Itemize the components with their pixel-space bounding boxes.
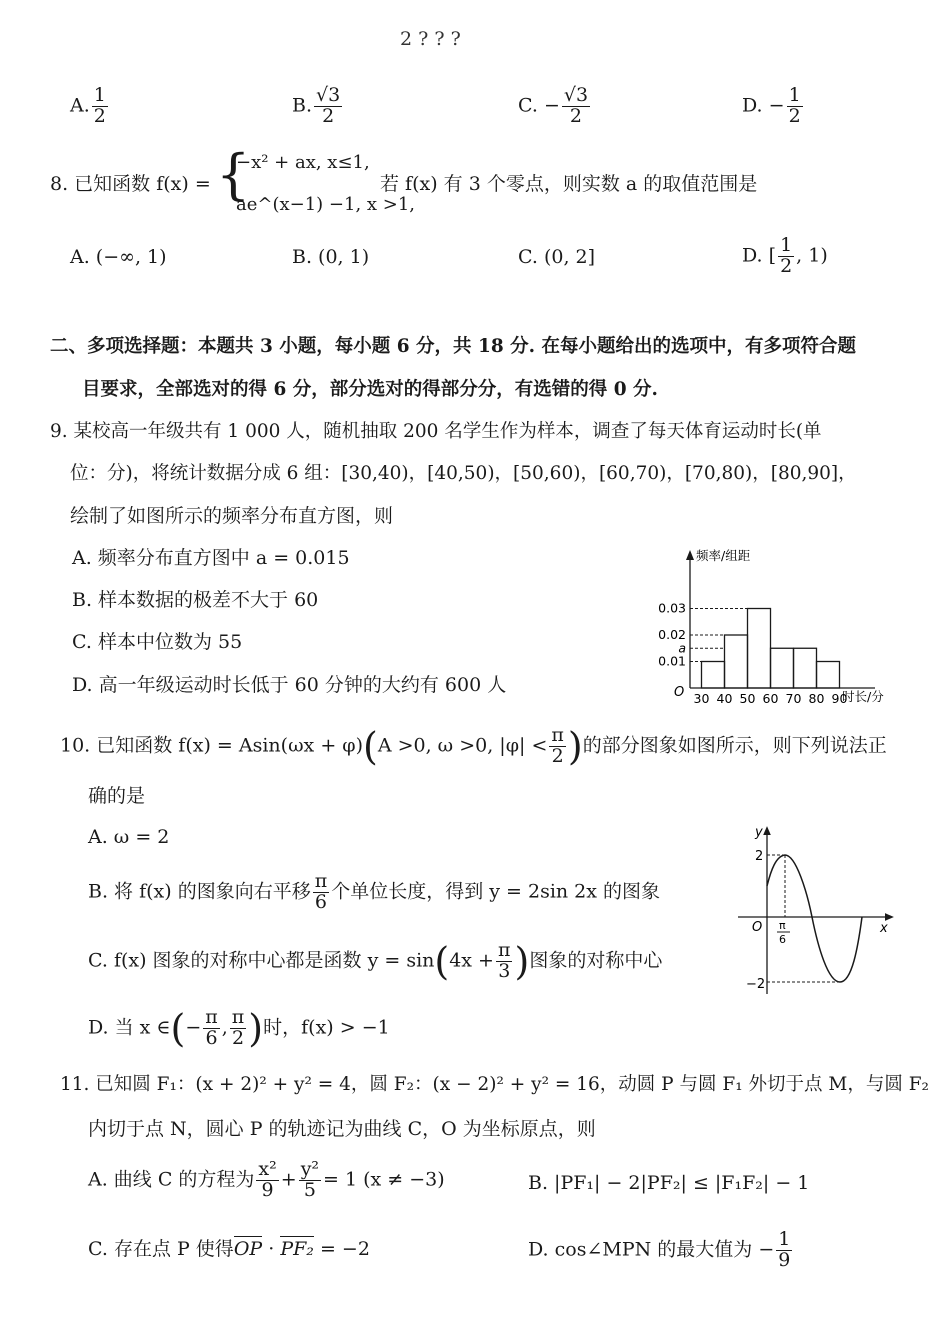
hist-x-tick-60: 60 xyxy=(762,691,779,706)
hist-bar-6 xyxy=(817,662,840,689)
q9-line1: 9. 某校高一年级共有 1 000 人，随机抽取 200 名学生作为样本，调查了每天体育运动时长(单 xyxy=(50,421,822,442)
q10-line2: 确的是 xyxy=(88,785,146,807)
q10-stem: 10. 已知函数 f(x) = Asin(ωx + φ)(A >0, ω >0, |φ| < $\frac{\pi}{2}$ )的部分图象如图所示，则下列说法正 xyxy=(60,724,887,769)
graph-tick-num: π xyxy=(779,919,786,932)
q11-line1: 11. 已知圆 F₁：(x + 2)² + y² = 4，圆 F₂：(x − 2)² + y² = 16，动圆 P 与圆 F₁ 外切于点 M，与圆 F₂ xyxy=(60,1074,929,1095)
section2-line1: 二、多项选择题：本题共 3 小题，每小题 6 分，共 18 分. 在每小题给出的选项中，有多项符合题 xyxy=(50,336,857,357)
q10-option-a: A. ω = 2 xyxy=(88,826,170,848)
hist-bar-5 xyxy=(794,648,817,688)
q10-option-b: B. 将 f(x) 的图象向右平移 $\frac{\pi}{6}$ 个单位长度，得到 y = 2sin 2x 的图象 xyxy=(88,870,661,913)
hist-origin: O xyxy=(674,685,685,700)
q8-option-b: B. (0, 1) xyxy=(292,246,370,268)
graph-origin: O xyxy=(752,920,763,935)
hist-y-tick-0.03: 0.03 xyxy=(658,600,686,616)
q8-case2: ae^(x−1) −1, x >1, xyxy=(236,194,416,215)
top-cut-text: 2 ? ? ? xyxy=(400,28,461,50)
graph-tick-den: 6 xyxy=(779,933,786,946)
q7-option-a: A. $\frac{1}{2}$ xyxy=(70,84,106,127)
hist-y-label: 频率/组距 xyxy=(696,548,751,563)
hist-bar-1 xyxy=(702,662,725,689)
hist-x-tick-30: 30 xyxy=(693,691,710,706)
graph-y-label: y xyxy=(755,825,763,840)
q8-option-a: A. (−∞, 1) xyxy=(70,246,167,268)
sine-graph xyxy=(730,822,900,1002)
q11-option-b: B. |PF₁| − 2|PF₂| ≤ |F₁F₂| − 1 xyxy=(528,1172,810,1194)
q11-line2: 内切于点 N，圆心 P 的轨迹记为曲线 C，O 为坐标原点，则 xyxy=(88,1118,596,1140)
hist-bar-3 xyxy=(748,609,771,689)
graph-min-label: −2 xyxy=(746,977,766,992)
q8-brace: { xyxy=(216,143,251,206)
hist-x-tick-50: 50 xyxy=(739,691,756,706)
hist-y-tick-0.02: 0.02 xyxy=(658,627,686,642)
q9-option-d: D. 高一年级运动时长低于 60 分钟的大约有 600 人 xyxy=(72,674,507,696)
graph-x-label: x xyxy=(880,921,888,936)
q9-option-a: A. 频率分布直方图中 a = 0.015 xyxy=(72,547,350,569)
hist-x-tick-40: 40 xyxy=(716,691,733,706)
hist-bar-4 xyxy=(771,648,794,688)
q7-option-c: C. − $\frac{√3}{2}$ xyxy=(518,84,589,127)
hist-x-tick-80: 80 xyxy=(808,691,825,706)
q10-option-c: C. f(x) 图象的对称中心都是函数 y = sin(4x + $\frac{\pi}{3}$ )图象的对称中心 xyxy=(88,939,663,984)
q9-line2: 位：分)，将统计数据分成 6 组：[30,40)，[40,50)，[50,60)，[60,70)，[70,80)，[80,90]， xyxy=(70,463,857,484)
q8-option-c: C. (0, 2] xyxy=(518,246,596,268)
q8-option-d: D. [ $\frac{1}{2}$ , 1) xyxy=(742,234,828,277)
graph-max-label: 2 xyxy=(755,849,764,864)
q11-option-d: D. cos∠MPN 的最大值为 − $\frac{1}{9}$ xyxy=(528,1228,791,1271)
q9-option-c: C. 样本中位数为 55 xyxy=(72,631,243,653)
hist-bar-2 xyxy=(725,635,748,688)
q8-stem-prefix: 8. 已知函数 f(x) = xyxy=(50,173,211,195)
q10-option-d: D. 当 x ∈(− $\frac{\pi}{6}$ , $\frac{\pi}{2}$ )时，f(x) > −1 xyxy=(88,1006,390,1051)
hist-y-tick-0.01: 0.01 xyxy=(658,653,686,669)
frequency-histogram xyxy=(630,540,900,710)
q11-option-c: C. 存在点 P 使得OP · PF₂ = −2 xyxy=(88,1238,370,1260)
hist-x-tick-70: 70 xyxy=(785,691,802,706)
q8-case1: −x² + ax, x≤1, xyxy=(236,152,370,173)
q9-option-b: B. 样本数据的极差不大于 60 xyxy=(72,589,319,611)
hist-x-label: 时长/分 xyxy=(842,689,884,704)
q9-line3: 绘制了如图所示的频率分布直方图，则 xyxy=(70,505,394,527)
hist-y-tick-a: a xyxy=(678,640,686,656)
q8-stem-suffix: 若 f(x) 有 3 个零点，则实数 a 的取值范围是 xyxy=(380,173,758,195)
q7-option-b: B. $\frac{√3}{2}$ xyxy=(292,84,341,127)
hist-y-arrow xyxy=(686,550,694,560)
q11-option-a: A. 曲线 C 的方程为 $\frac{\text{x²}}{9}$ + $\frac{\text{y²}}{5}$ = 1 (x ≠ −3) xyxy=(88,1158,445,1201)
section2-line2: 目要求，全部选对的得 6 分，部分选对的得部分分，有选错的得 0 分. xyxy=(82,379,658,400)
q7-option-d: D. − $\frac{1}{2}$ xyxy=(742,84,801,127)
hist-x-tick-90: 90 xyxy=(831,691,848,706)
